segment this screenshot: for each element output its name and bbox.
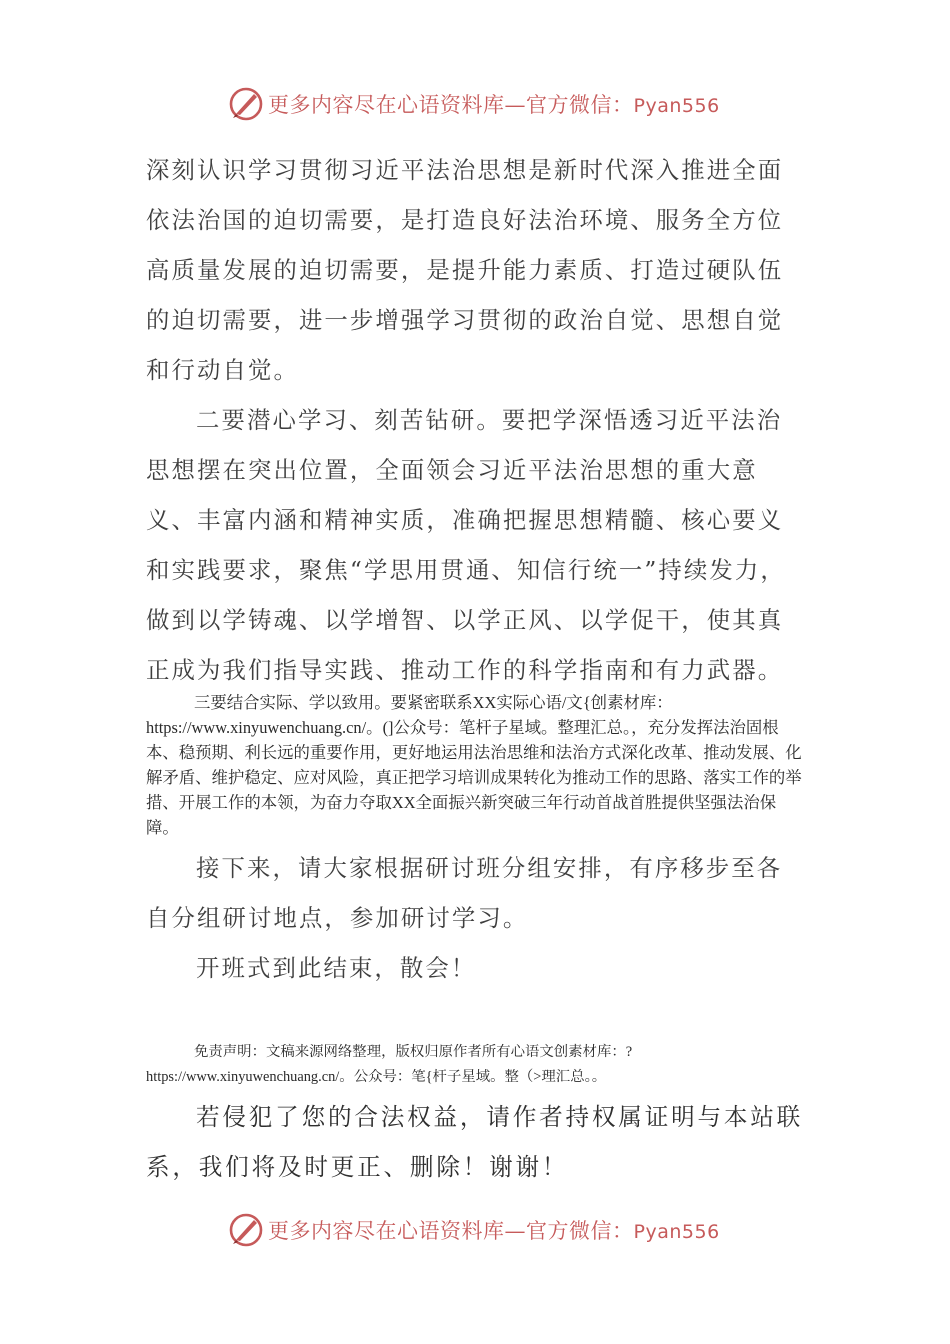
paragraph-4: 接下来，请大家根据研讨班分组安排，有序移步至各自分组研讨地点，参加研讨学习。 [146,854,783,932]
notice-block [146,1092,806,1192]
paragraph-5: 开班式到此结束，散会！ [196,954,477,982]
copyright-notice: 若侵犯了您的合法权益，请作者持权属证明与本站联系，我们将及时更正、删除！谢谢！ [146,1103,804,1181]
paragraph-2-block [146,395,806,695]
paragraph-1-block [146,145,806,395]
paragraph-1: 深刻认识学习贯彻习近平法治思想是新时代深入推进全面依法治国的迫切需要，是打造良好法治环境、服务全方位高质量发展的迫切需要，是提升能力素质、打造过硬队伍的迫切需要，进一步增强学习贯彻的政治自觉、思想自觉和行动自觉。 [146,156,784,384]
header-banner [228,84,748,124]
paragraph-3: 三要结合实际、学以致用。要紧密联系XX实际心语/文{创素材库：https://www.xinyuwenchuang.cn/。(]公众号：笔杆子星域。整理汇总。，充分发挥法治固根本、稳预期、利长远的重要作用，更好地运用法治思维和法治方式深化改革、推动发展、化解矛盾、维护稳定、应对风险，真正把学习培训成果转化为推动工作的思路、落实工作的举措、开展工作的本领，为奋力夺取XX全面振兴新突破三年行动首战首胜提供坚强法治保障。 [146,693,802,837]
quill-logo-icon [228,86,264,122]
paragraph-4-block [146,843,806,943]
footer-banner-text [268,1215,720,1245]
quill-logo-icon [228,1212,264,1248]
footer-banner-label: 更多内容尽在心语资料库—官方微信： [268,1219,634,1243]
header-banner-text [268,89,720,119]
header-banner-label: 更多内容尽在心语资料库—官方微信： [268,93,634,117]
disclaimer-block [146,1040,806,1090]
disclaimer-text: 免责声明：文稿来源网络整理，版权归原作者所有心语文创素材库：?https://www.xinyuwenchuang.cn/。公众号：笔{杆子星域。整（>理汇总。。 [146,1044,633,1085]
paragraph-5-block [146,943,806,993]
paragraph-2: 二要潜心学习、刻苦钻研。要把学深悟透习近平法治思想摆在突出位置，全面领会习近平法治思想的重大意义、丰富内涵和精神实质，准确把握思想精髓、核心要义和实践要求，聚焦“学思用贯通、知信行统一”持续发力，做到以学铸魂、以学增智、以学正风、以学促干，使其真正成为我们指导实践、推动工作的科学指南和有力武器。 [146,406,786,684]
footer-banner [228,1210,748,1250]
footer-wechat-id: Pyan556 [633,1221,720,1243]
paragraph-3-block [146,690,806,840]
header-wechat-id: Pyan556 [633,95,720,117]
